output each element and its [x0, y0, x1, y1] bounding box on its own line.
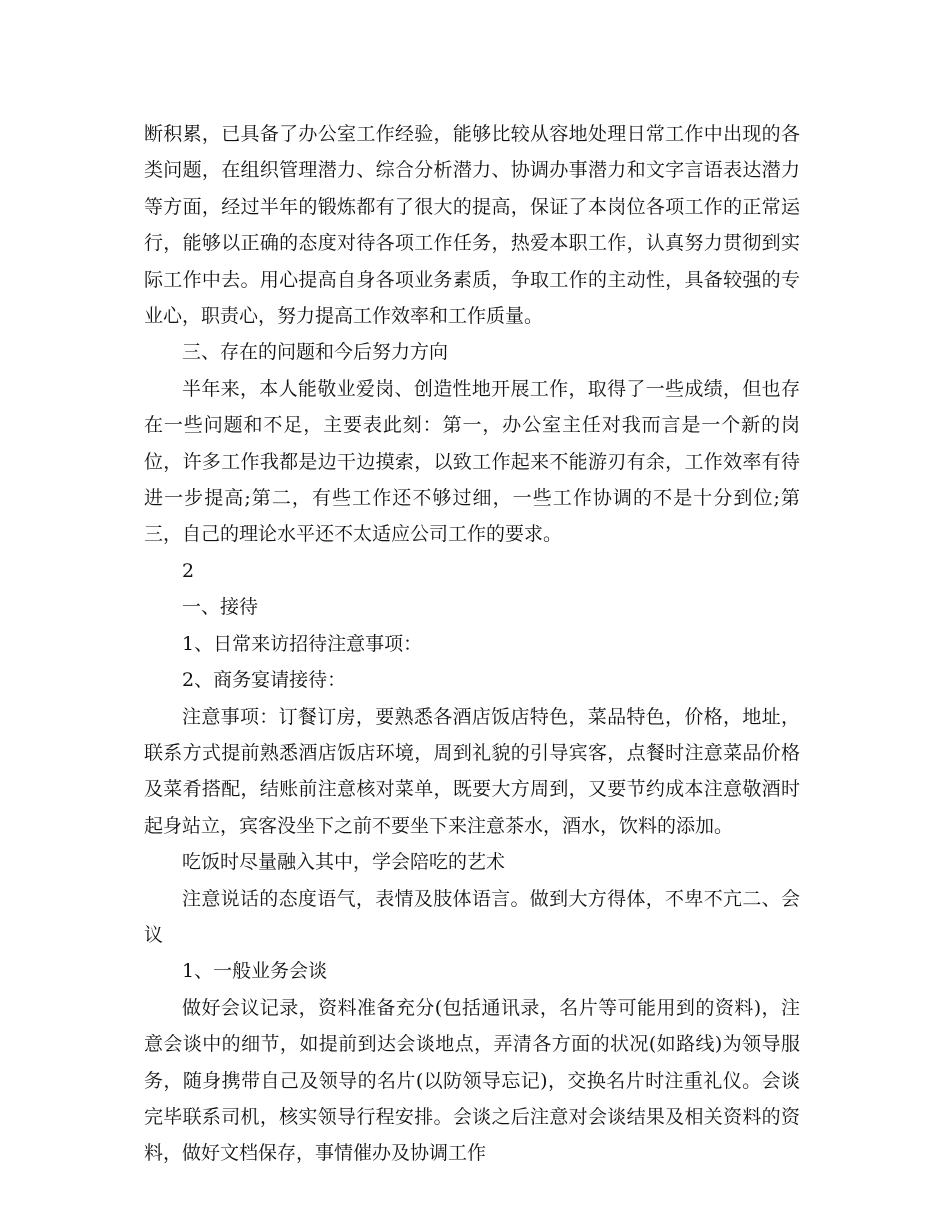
- paragraph-problems: 半年来，本人能敬业爱岗、创造性地开展工作，取得了一些成绩，但也存在一些问题和不足，主要表此刻：第一，办公室主任对我而言是一个新的岗位，许多工作我都是边干边摸索，以致工作起来不能游刃有余，工作效率有待进一步提高;第二，有些工作还不够过细，一些工作协调的不是十分到位;第三，自己的理论水平还不太适应公司工作的要求。: [144, 377, 800, 546]
- item-business-talks: 1、一般业务会谈: [182, 960, 328, 983]
- section-number: 2: [182, 559, 195, 582]
- section-heading-problems: 三、存在的问题和今后努力方向: [182, 341, 449, 364]
- paragraph-summary-continued: 断积累，已具备了办公室工作经验，能够比较从容地处理日常工作中出现的各类问题，在组织管理潜力、综合分析潜力、协调办事潜力和文字言语表达潜力等方面，经过半年的锻炼都有了很大的提高，保证了本岗位各项工作的正常运行，能够以正确的态度对待各项工作任务，热爱本职工作，认真努力贯彻到实际工作中去。用心提高自身各项业务素质，争取工作的主动性，具备较强的专业心，职责心，努力提高工作效率和工作质量。: [144, 123, 800, 328]
- item-daily-visits: 1、日常来访招待注意事项：: [182, 632, 423, 655]
- paragraph-meeting-notes: 做好会议记录，资料准备充分(包括通讯录，名片等可能用到的资料)，注意会谈中的细节，如提前到达会谈地点，弄清各方面的状况(如路线)为领导服务，随身携带自己及领导的名片(以防领导忘记)，交换名片时注重礼仪。会谈完毕联系司机，核实领导行程安排。会谈之后注意对会谈结果及相关资料的资料，做好文档保存，事情催办及协调工作: [144, 996, 800, 1165]
- section-heading-reception: 一、接待: [182, 596, 259, 619]
- item-business-banquet: 2、商务宴请接待：: [182, 669, 347, 692]
- paragraph-dining-art: 吃饭时尽量融入其中，学会陪吃的艺术: [182, 851, 506, 874]
- paragraph-banquet-notes: 注意事项：订餐订房，要熟悉各酒店饭店特色，菜品特色，价格，地址，联系方式提前熟悉酒店饭店环境，周到礼貌的引导宾客，点餐时注意菜品价格及菜肴搭配，结账前注意核对菜单，既要大方周到，又要节约成本注意敬酒时起身站立，宾客没坐下之前不要坐下来注意茶水，酒水，饮料的添加。: [144, 705, 800, 837]
- paragraph-speech-attitude: 注意说话的态度语气，表情及肢体语言。做到大方得体，不卑不亢二、会议: [144, 887, 800, 946]
- document-body: [144, 116, 800, 1172]
